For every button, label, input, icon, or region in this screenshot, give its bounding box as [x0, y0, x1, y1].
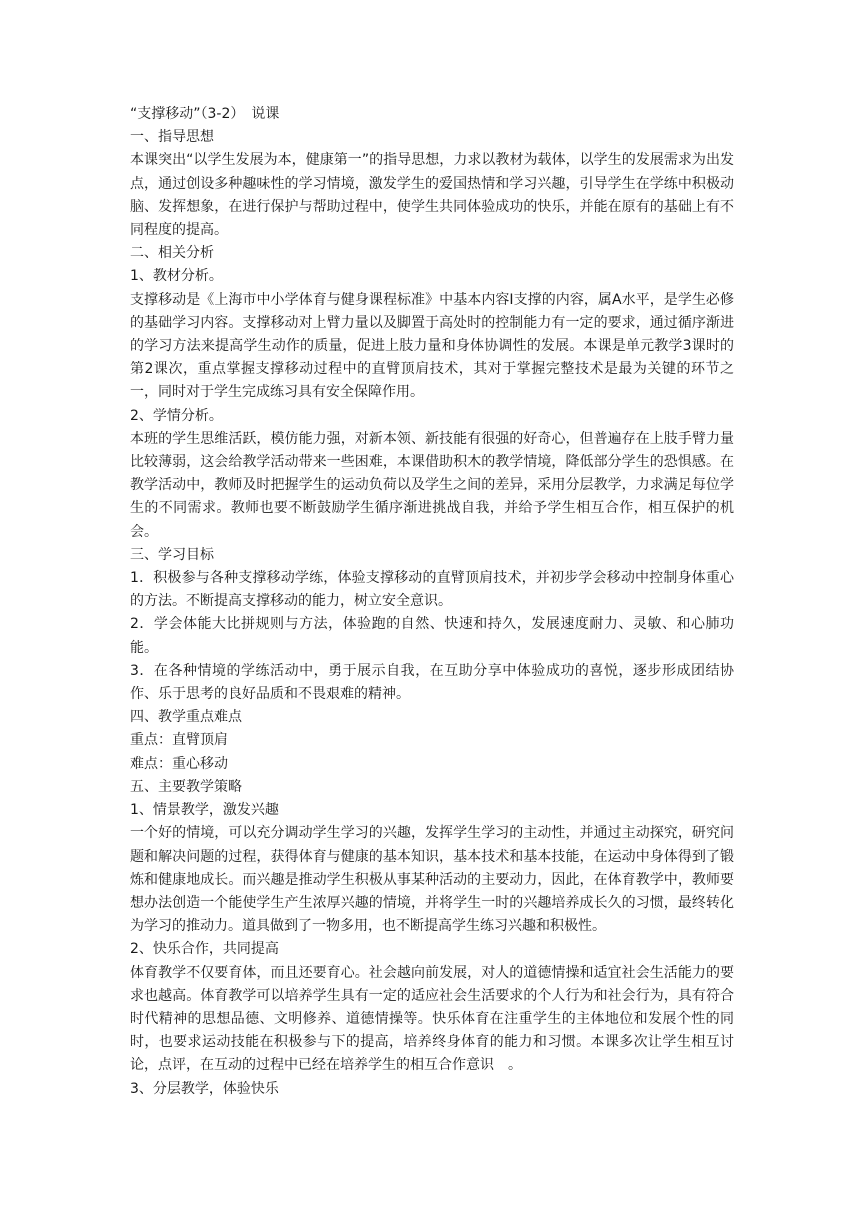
section-heading-analysis: 二、相关分析	[130, 245, 214, 262]
key-point: 重点：直臂顶肩	[130, 732, 228, 749]
subheading-material-analysis: 1、教材分析。	[130, 268, 223, 285]
section-heading-learning-goals: 三、学习目标	[130, 546, 214, 563]
goal-item-2: 2．学会体能大比拼规则与方法，体验跑的自然、快速和持久，发展速度耐力、灵敏、和心肺功能。	[130, 616, 734, 656]
subheading-situational-teaching: 1、情景教学，激发兴趣	[130, 802, 279, 819]
section-heading-strategies: 五、主要教学策略	[130, 778, 242, 795]
document-page	[130, 103, 734, 1101]
paragraph-student-analysis: 本班的学生思维活跃，模仿能力强，对新本领、新技能有很强的好奇心，但普遍存在上肢手臂力量比较薄弱，这会给教学活动带来一些困难，本课借助积木的教学情境，降低部分学生的恐惧感。在教学活动中，教师及时把握学生的运动负荷以及学生之间的差异，采用分层教学，力求满足每位学生的不同需求。教师也要不断鼓励学生循序渐进挑战自我，并给予学生相互合作，相互保护的机会。	[130, 430, 734, 540]
subheading-cooperation: 2、快乐合作，共同提高	[130, 941, 279, 958]
goal-item-3: 3．在各种情境的学练活动中，勇于展示自我，在互助分享中体验成功的喜悦，逐步形成团结协作、乐于思考的良好品质和不畏艰难的精神。	[130, 662, 734, 703]
paragraph-cooperation: 体育教学不仅要育体，而且还要育心。社会越向前发展，对人的道德情操和适宜社会生活能力的要求也越高。体育教学可以培养学生具有一定的适应社会生活要求的个人行为和社会行为，具有符合时代精神的思想品德、文明修养、道德情操等。快乐体育在注重学生的主体地位和发展个性的同时，也要求运动技能在积极参与下的提高，培养终身体育的能力和习惯。本课多次让学生相互讨论，点评，在互动的过程中已经在培养学生的相互合作意识 。	[130, 964, 734, 1074]
section-heading-key-points: 四、教学重点难点	[130, 709, 242, 726]
subheading-tiered-teaching: 3、分层教学，体验快乐	[130, 1080, 279, 1097]
difficulty-point: 难点：重心移动	[130, 755, 228, 772]
goal-item-1: 1．积极参与各种支撑移动学练，体验支撑移动的直臂顶肩技术，并初步学会移动中控制身体重心的方法。不断提高支撑移动的能力，树立安全意识。	[130, 570, 734, 610]
section-heading-guiding-idea: 一、指导思想	[130, 129, 214, 146]
paragraph-material-analysis: 支撑移动是《上海市中小学体育与健身课程标准》中基本内容Ⅰ支撑的内容，属A水平，是学生必修的基础学习内容。支撑移动对上臂力量以及脚置于高处时的控制能力有一定的要求，通过循序渐进的学习方法来提高学生动作的质量，促进上肢力量和身体协调性的发展。本课是单元教学3课时的第2课次，重点掌握支撑移动过程中的直臂顶肩技术，其对于掌握完整技术是最为关键的环节之一，同时对于学生完成练习具有安全保障作用。	[130, 291, 734, 401]
document-title: “支撑移动”（3-2） 说课	[130, 106, 280, 122]
paragraph-situational-teaching: 一个好的情境，可以充分调动学生学习的兴趣，发挥学生学习的主动性，并通过主动探究，研究问题和解决问题的过程，获得体育与健康的基本知识，基本技术和基本技能，在运动中身体得到了锻炼和健康地成长。而兴趣是推动学生积极从事某种活动的主要动力，因此，在体育教学中，教师要想办法创造一个能使学生产生浓厚兴趣的情境，并将学生一时的兴趣培养成长久的习惯，最终转化为学习的推动力。道具做到了一物多用，也不断提高学生练习兴趣和积极性。	[130, 825, 734, 935]
paragraph-guiding-idea: 本课突出“以学生发展为本，健康第一”的指导思想，力求以教材为载体，以学生的发展需求为出发点，通过创设多种趣味性的学习情境，激发学生的爱国热情和学习兴趣，引导学生在学练中积极动脑、发挥想象，在进行保护与帮助过程中，使学生共同体验成功的快乐，并能在原有的基础上有不同程度的提高。	[130, 152, 734, 239]
subheading-student-analysis: 2、学情分析。	[130, 407, 223, 424]
